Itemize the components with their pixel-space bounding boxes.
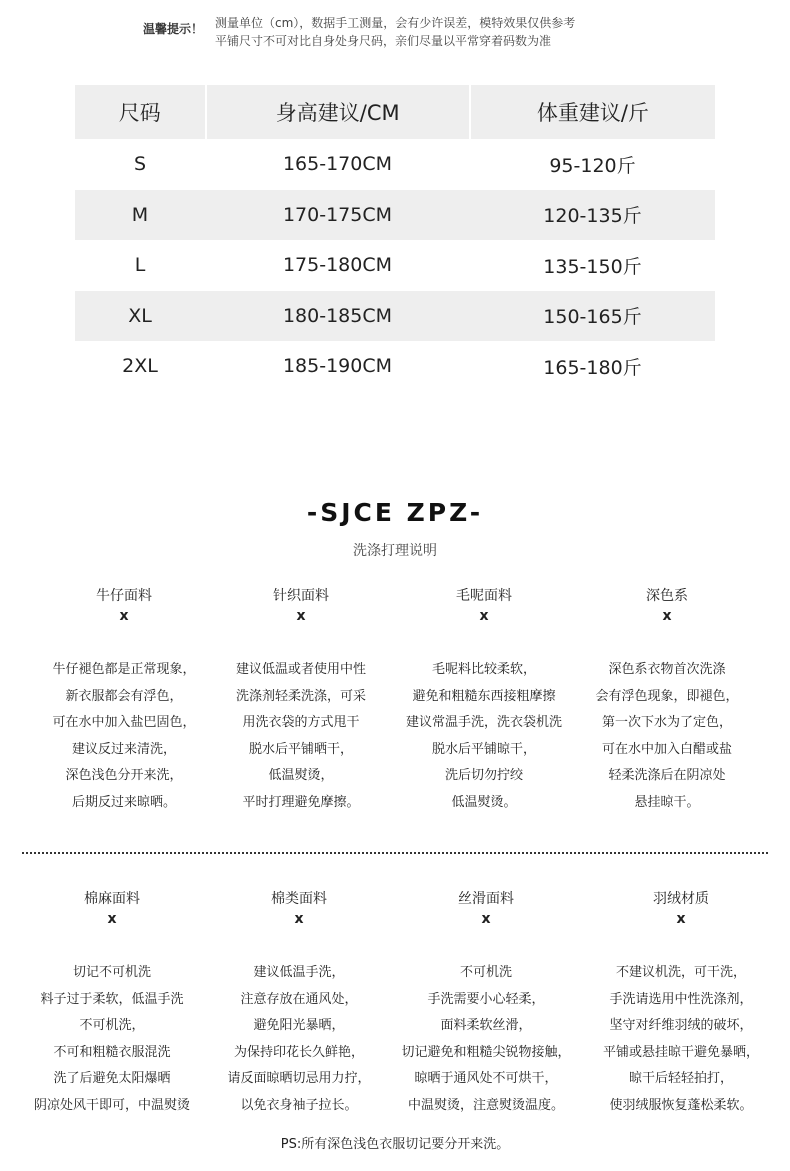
size-cell: S — [133, 153, 147, 176]
care-line: 手洗需要小心轻柔， — [427, 991, 545, 1007]
weight-cell: 165-180斤 — [543, 356, 642, 379]
care-mark: x — [676, 911, 686, 927]
care-line: 建议低温或者使用中性 — [235, 662, 366, 677]
care-line: 不建议机洗，可干洗， — [615, 965, 746, 980]
care-title: 牛仔面料 — [96, 588, 152, 604]
care-title: 丝滑面料 — [458, 891, 514, 907]
care-column-dark — [571, 586, 763, 816]
care-title: 针织面料 — [273, 588, 329, 604]
care-title: 棉类面料 — [271, 891, 327, 907]
care-line: 不可机洗 — [459, 965, 512, 980]
care-line: 深色浅色分开来洗， — [65, 768, 183, 783]
care-column-down — [585, 889, 777, 1119]
care-mark: x — [479, 608, 489, 624]
header-height: 身高建议/CM — [275, 101, 400, 125]
care-column-wool — [388, 586, 580, 816]
care-line: 中温熨烫，注意熨烫温度。 — [407, 1097, 564, 1113]
care-line: 平时打理避免摩擦。 — [242, 794, 360, 810]
table-row — [75, 341, 715, 392]
care-column-denim — [28, 586, 220, 816]
care-line: 建议反过来清洗， — [71, 741, 176, 757]
notice-label: 温馨提示！ — [143, 22, 204, 36]
care-line: 低温熨烫。 — [451, 794, 517, 810]
care-line: 建议低温手洗， — [253, 965, 345, 980]
care-line: 避免阳光暴晒， — [253, 1018, 345, 1033]
care-title: 羽绒材质 — [653, 891, 709, 907]
care-line: 轻柔洗涤后在阴凉处 — [608, 768, 726, 783]
size-cell: L — [134, 254, 146, 277]
care-line: 平铺或悬挂晾干避免暴晒， — [602, 1044, 759, 1060]
care-line: 洗了后避免太阳爆晒 — [53, 1071, 171, 1086]
notice-line-2: 平铺尺寸不可对比自身处身尺码，亲们尽量以平常穿着码数为准 — [215, 34, 552, 48]
care-title: 毛呢面料 — [456, 588, 512, 604]
height-cell: 180-185CM — [282, 304, 393, 327]
care-line: 用洗衣袋的方式甩干 — [242, 715, 360, 730]
care-line: 洗后切勿拧绞 — [444, 768, 523, 783]
care-line: 注意存放在通风处， — [240, 991, 358, 1007]
care-mark: x — [107, 911, 117, 927]
care-line: 脱水后平铺晾干， — [431, 741, 536, 757]
weight-cell: 150-165斤 — [543, 306, 642, 329]
height-cell: 170-175CM — [282, 203, 393, 226]
care-line: 新衣服都会有浮色， — [65, 688, 183, 704]
footer-ps-note: PS:所有深色浅色衣服切记要分开来洗。 — [280, 1137, 510, 1152]
care-line: 低温熨烫， — [268, 768, 334, 783]
care-line: 脱水后平铺晒干， — [248, 741, 353, 757]
table-row — [75, 291, 715, 342]
care-column-cotton — [203, 889, 395, 1119]
care-line: 为保持印花长久鲜艳， — [233, 1044, 364, 1060]
table-row — [75, 190, 715, 241]
care-line: 洗涤剂轻柔洗涤，可采 — [235, 688, 366, 704]
care-line: 后期反过来晾晒。 — [71, 794, 176, 810]
care-line: 使羽绒服恢复蓬松柔软。 — [609, 1097, 753, 1113]
table-row — [75, 240, 715, 291]
care-line: 切记避免和粗糙尖锐物接触， — [401, 1044, 571, 1060]
care-line: 牛仔褪色都是正常现象， — [52, 662, 196, 677]
care-line: 晾晒于通风处不可烘干， — [414, 1071, 558, 1086]
care-line: 料子过于柔软，低温手洗 — [40, 991, 184, 1007]
header-size: 尺码 — [118, 101, 161, 125]
care-line: 会有浮色现象，即褪色， — [595, 688, 739, 704]
size-cell: XL — [128, 304, 152, 327]
notice-line-1: 测量单位（cm），数据手工测量，会有少许误差，模特效果仅供参考 — [215, 16, 576, 30]
size-table — [75, 85, 715, 392]
care-line: 手洗请选用中性洗涤剂， — [609, 991, 753, 1007]
care-subtitle: 洗涤打理说明 — [353, 543, 437, 559]
dotted-divider — [22, 852, 768, 854]
weight-cell: 120-135斤 — [543, 205, 642, 228]
care-column-knit — [205, 586, 397, 816]
brand-title: -SJCE ZPZ- — [306, 498, 484, 527]
care-line: 坚守对纤维羽绒的破坏， — [609, 1018, 753, 1033]
care-line: 以免衣身袖子拉长。 — [240, 1097, 358, 1113]
care-line: 深色系衣物首次洗涤 — [608, 662, 726, 677]
weight-cell: 135-150斤 — [543, 255, 642, 278]
care-line: 切记不可机洗 — [72, 965, 151, 980]
care-line: 不可机洗， — [79, 1018, 145, 1033]
size-cell: 2XL — [122, 355, 158, 378]
care-title: 深色系 — [646, 588, 688, 604]
height-cell: 165-170CM — [282, 153, 393, 176]
height-cell: 175-180CM — [282, 254, 393, 277]
care-line: 可在水中加入盐巴固色， — [52, 715, 196, 730]
care-line: 悬挂晾干。 — [634, 794, 700, 810]
care-mark: x — [662, 608, 672, 624]
care-column-silky — [390, 889, 582, 1119]
height-cell: 185-190CM — [282, 355, 393, 378]
care-line: 毛呢料比较柔软， — [431, 662, 536, 677]
care-line: 第一次下水为了定色， — [601, 715, 732, 730]
care-line: 可在水中加入白醋或盐 — [601, 741, 732, 757]
care-line: 建议常温手洗，洗衣袋机洗 — [405, 715, 562, 730]
care-line: 不可和粗糙衣服混洗 — [53, 1044, 171, 1060]
size-cell: M — [131, 203, 149, 226]
care-mark: x — [119, 608, 129, 624]
care-line: 请反面晾晒切忌用力拧， — [227, 1071, 371, 1086]
weight-cell: 95-120斤 — [549, 154, 636, 177]
care-title: 棉麻面料 — [84, 891, 140, 907]
care-mark: x — [481, 911, 491, 927]
care-mark: x — [296, 608, 306, 624]
care-line: 面料柔软丝滑， — [440, 1018, 532, 1033]
care-line: 阴凉处风干即可，中温熨烫 — [33, 1097, 190, 1113]
care-line: 避免和粗糙东西接粗摩擦 — [412, 688, 556, 704]
care-mark: x — [294, 911, 304, 927]
care-line: 晾干后轻轻拍打， — [628, 1071, 733, 1086]
header-weight: 体重建议/斤 — [536, 101, 649, 125]
table-row — [75, 139, 715, 190]
size-table-header — [75, 85, 715, 139]
care-column-cotton-linen — [16, 889, 208, 1119]
